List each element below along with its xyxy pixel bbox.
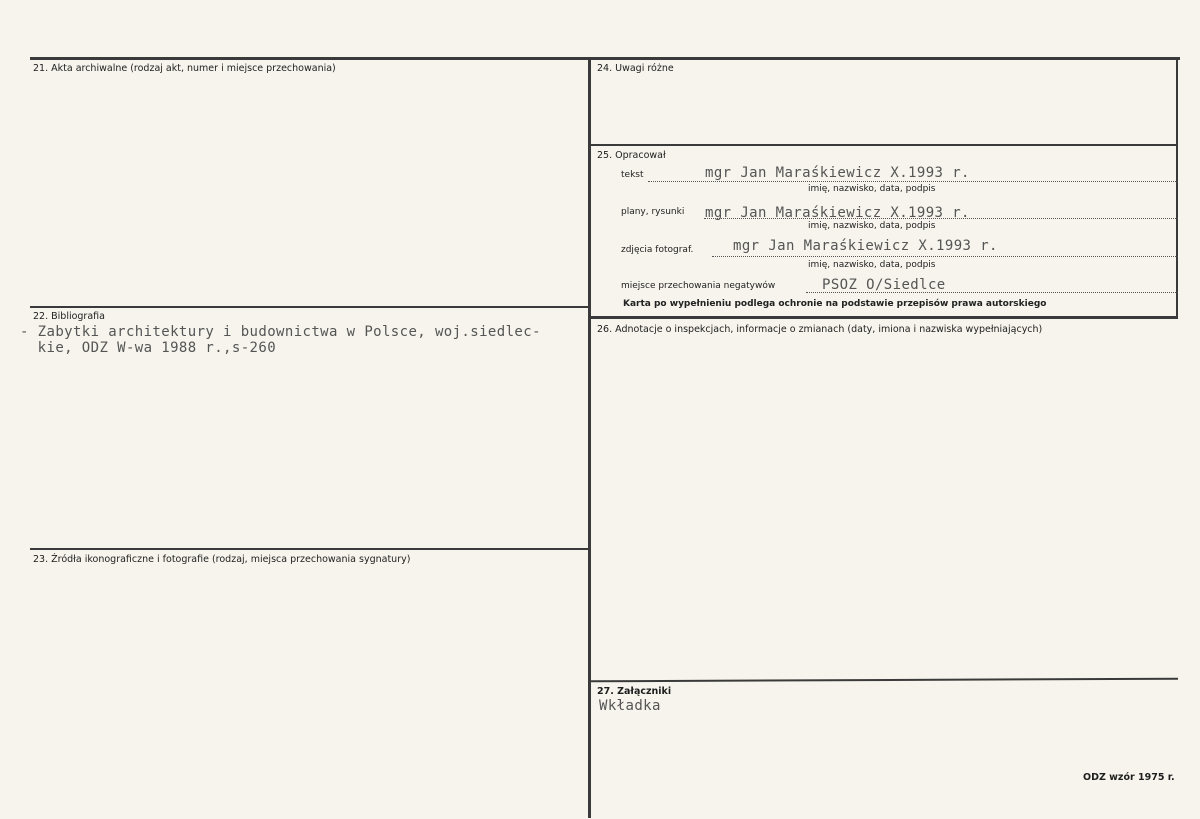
- section-23-label: 23. Źródła ikonograficzne i fotografie (rodzaj, miejsca przechowania sygnatury): [33, 554, 411, 565]
- rule-after-26: [591, 678, 1178, 683]
- zdjecia-line: [712, 256, 1178, 257]
- rule-after-25: [591, 316, 1178, 319]
- negatives-value: PSOZ O/Siedlce: [822, 277, 946, 293]
- tekst-label: tekst: [621, 170, 644, 180]
- negatives-label: miejsce przechowania negatywów: [621, 281, 776, 291]
- bibliography-line-2: kie, ODZ W-wa 1988 r.,s-260: [20, 340, 277, 356]
- right-border-upper: [1176, 58, 1178, 318]
- tekst-caption: imię, nazwisko, data, podpis: [808, 184, 936, 194]
- section-21-label: 21. Akta archiwalne (rodzaj akt, numer i miejsce przechowania): [33, 63, 336, 74]
- zdjecia-value: mgr Jan Maraśkiewicz X.1993 r.: [733, 238, 998, 254]
- form-identifier: ODZ wzór 1975 r.: [1083, 772, 1175, 783]
- attachments-value: Wkładka: [599, 698, 661, 714]
- copyright-notice: Karta po wypełnieniu podlega ochronie na podstawie przepisów prawa autorskiego: [623, 299, 1047, 309]
- plany-value: mgr Jan Maraśkiewicz X.1993 r.: [705, 205, 970, 221]
- section-25-label: 25. Opracował: [597, 150, 666, 161]
- zdjecia-caption: imię, nazwisko, data, podpis: [808, 260, 936, 270]
- rule-after-22: [30, 548, 588, 550]
- bibliography-line-1: - Zabytki architektury i budownictwa w Polsce, woj.siedlec-: [20, 324, 541, 340]
- rule-after-21: [30, 306, 588, 308]
- section-26-label: 26. Adnotacje o inspekcjach, informacje o zmianach (daty, imiona i nazwiska wypełniających): [597, 324, 1043, 335]
- zdjecia-label: zdjęcia fotograf.: [621, 245, 694, 255]
- section-24-label: 24. Uwagi różne: [597, 63, 674, 74]
- section-27-label: 27. Załączniki: [597, 686, 672, 697]
- tekst-value: mgr Jan Maraśkiewicz X.1993 r.: [705, 165, 970, 181]
- plany-caption: imię, nazwisko, data, podpis: [808, 221, 936, 231]
- rule-after-24: [591, 144, 1178, 146]
- plany-label: plany, rysunki: [621, 207, 685, 217]
- section-22-label: 22. Bibliografia: [33, 311, 105, 322]
- top-rule: [30, 57, 1180, 60]
- center-divider: [588, 58, 591, 818]
- tekst-line: [648, 181, 1178, 182]
